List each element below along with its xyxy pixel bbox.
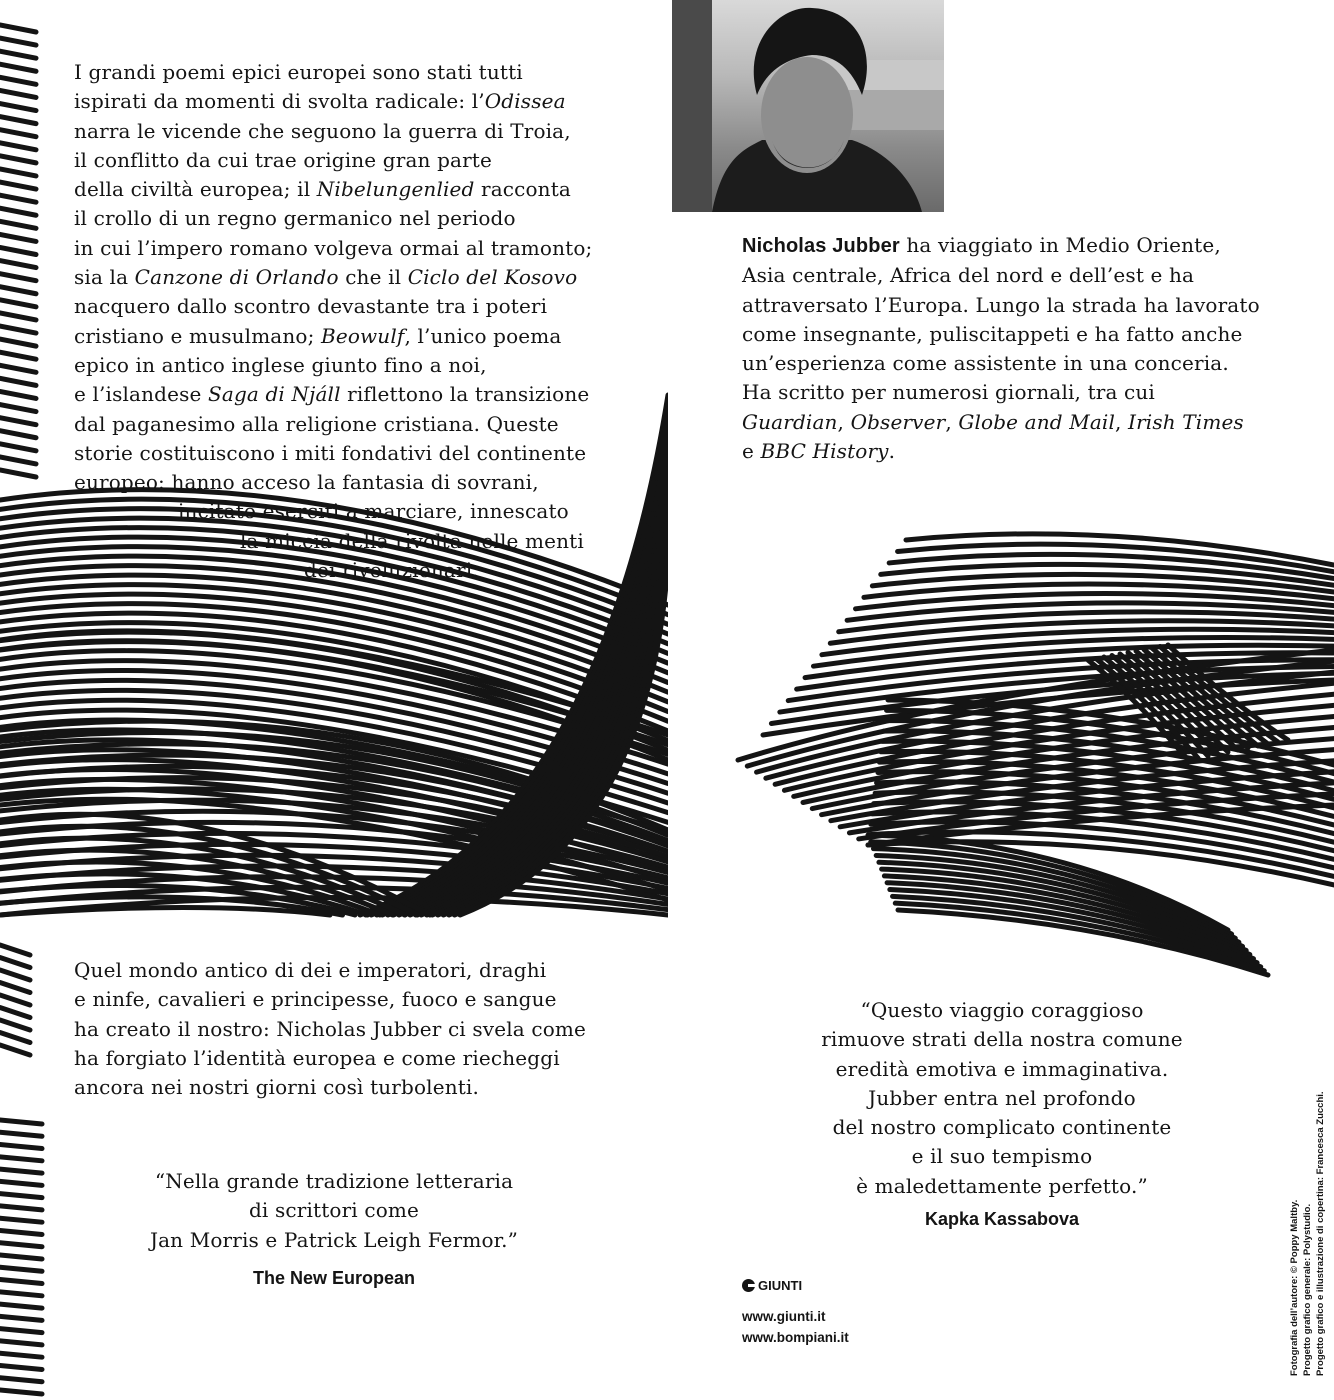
quote-line: rimuove strati della nostra comune (821, 1027, 1183, 1052)
publisher-logo (742, 1278, 802, 1293)
intro-line: dal paganesimo alla religione cristiana. Queste (74, 411, 559, 436)
intro-line: e l’islandese Saga di Njáll riflettono la transizione (74, 382, 590, 407)
quote-line: è maledettamente perfetto.” (856, 1173, 1148, 1198)
quote-line: Jan Morris e Patrick Leigh Fermor.” (149, 1227, 519, 1252)
quote-line: eredità emotiva e immaginativa. (835, 1056, 1169, 1081)
second-paragraph (74, 956, 586, 1102)
review-quote-right (742, 996, 1262, 1201)
review-source-left: The New European (252, 1268, 416, 1288)
giunti-logo-icon (742, 1279, 755, 1292)
paragraph-line: ha forgiato l’identità europea e come riecheggi (74, 1045, 560, 1070)
wave-band (868, 835, 1268, 975)
review-quote-left (74, 1167, 594, 1255)
review-source-right: Kapka Kassabova (924, 1209, 1080, 1229)
intro-line: epico in antico inglese giunto fino a noi, (74, 352, 487, 377)
intro-line: in cui l’impero romano volgeva ormai al tramonto; (74, 235, 593, 260)
author-photo (672, 0, 944, 212)
paragraph-line: e ninfe, cavalieri e principesse, fuoco e sangue (74, 987, 557, 1012)
edge-strip (0, 945, 30, 1055)
author-bio (742, 231, 1260, 466)
bio-line: come insegnante, puliscitappeti e ha fatto anche (742, 321, 1243, 346)
quote-line: del nostro complicato continente (832, 1115, 1172, 1140)
bio-line: un’esperienza come assistente in una conceria. (742, 351, 1229, 376)
intro-paragraph (74, 58, 592, 585)
edge-strip (0, 25, 36, 477)
bio-line: e BBC History. (742, 439, 896, 464)
intro-line: storie costituiscono i miti fondativi del continente (74, 440, 587, 465)
quote-line: “Questo viaggio coraggioso (860, 998, 1144, 1022)
edge-strip (0, 1120, 42, 1394)
paragraph-line: ancora nei nostri giorni così turbolenti. (74, 1075, 479, 1100)
bio-line: Guardian, Observer, Globe and Mail, Irish Times (742, 409, 1244, 434)
quote-line: di scrittori come (248, 1198, 419, 1223)
credit-line: Fotografia dell’autore: © Poppy Maltby. (1289, 1199, 1300, 1376)
intro-line: nacquero dallo scontro devastante tra i poteri (74, 294, 548, 319)
paragraph-line: ha creato il nostro: Nicholas Jubber ci svela come (74, 1016, 586, 1041)
paragraph-line: Quel mondo antico di dei e imperatori, draghi (74, 958, 547, 982)
bio-line: Ha scritto per numerosi giornali, tra cui (742, 380, 1155, 405)
intro-line: della civiltà europea; il Nibelungenlied racconta (74, 177, 571, 202)
credit-line: Progetto grafico e illustrazione di copertina: Francesca Zucchi. (1315, 1091, 1326, 1376)
quote-line: Jubber entra nel profondo (868, 1085, 1136, 1110)
bio-line: Asia centrale, Africa del nord e dell’est e ha (742, 263, 1195, 288)
intro-line: I grandi poemi epici europei sono stati tutti (74, 60, 523, 84)
intro-line: cristiano e musulmano; Beowulf, l’unico poema (74, 323, 562, 348)
intro-line: europeo: hanno acceso la fantasia di sovrani, (74, 470, 539, 495)
website-line: www.giunti.it (742, 1309, 826, 1324)
intro-line: il conflitto da cui trae origine gran parte (74, 147, 492, 172)
bio-line: attraversato l’Europa. Lungo la strada ha lavorato (742, 292, 1260, 317)
quote-line: e il suo tempismo (911, 1144, 1093, 1169)
credit-line: Progetto grafico generale: Polystudio. (1302, 1203, 1313, 1376)
back-cover-right-panel (668, 0, 1334, 1400)
intro-line: ispirati da momenti di svolta radicale: l’Odissea (74, 89, 566, 114)
bio-line: Nicholas Jubber ha viaggiato in Medio Oriente, (742, 233, 1221, 257)
intro-line: incitato eserciti a marciare, innescato (178, 499, 569, 524)
intro-line: sia la Canzone di Orlando che il Ciclo del Kosovo (74, 265, 578, 290)
publisher-name: GIUNTI (758, 1278, 803, 1293)
intro-line: il crollo di un regno germanico nel periodo (74, 206, 516, 231)
website-line: www.bompiani.it (742, 1330, 849, 1345)
publisher-websites (742, 1306, 849, 1348)
intro-line: narra le vicende che seguono la guerra di Troia, (74, 118, 571, 143)
quote-line: “Nella grande tradizione letteraria (154, 1169, 514, 1193)
image-credits (1288, 996, 1327, 1376)
intro-line: la miccia della rivolta nelle menti (240, 528, 584, 553)
intro-line: dei rivoluzionari. (304, 558, 479, 583)
